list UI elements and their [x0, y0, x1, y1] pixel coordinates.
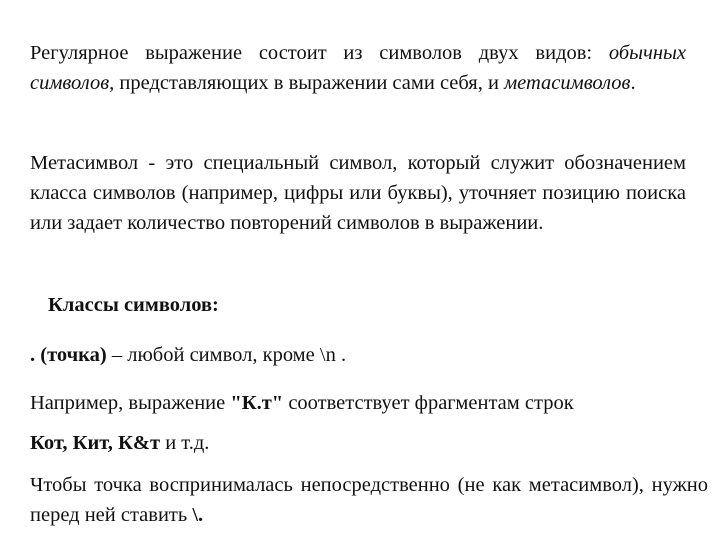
dot-description: – любой символ, кроме \n .: [106, 344, 347, 366]
matched-words: Кот, Кит, К&т: [30, 432, 161, 454]
escape-paragraph: [30, 470, 708, 530]
dot-definition: [30, 340, 346, 370]
example-prefix: Например, выражение: [30, 392, 231, 414]
intro-middle: представляющих в выражении сами себя, и: [114, 72, 505, 94]
matched-etc: и т.д.: [160, 432, 210, 454]
matched-words-line: [30, 428, 209, 458]
metasymbols-term: метасимволов: [504, 72, 631, 94]
intro-end: .: [630, 72, 636, 94]
example-pattern: "К.т": [230, 392, 284, 414]
ordinary-symbols-term: обычных символов,: [30, 42, 686, 94]
escape-sequence: \.: [192, 504, 204, 526]
intro-paragraph: [30, 38, 686, 98]
dot-term: . (точка): [30, 344, 107, 366]
escape-text: Чтобы точка воспринималась непосредственно (не как метасимвол), нужно перед ней ставить: [30, 474, 708, 526]
example-line: [30, 388, 574, 418]
metasymbol-definition-paragraph: Метасимвол - это специальный символ, который служит обозначением класса символов (например, цифры или буквы), уточняет позицию поиска или задает количество повторений символов в выражении.: [30, 152, 686, 234]
section-heading: Классы символов:: [48, 294, 219, 316]
intro-start: Регулярное выражение состоит из символов двух видов:: [30, 42, 609, 64]
example-suffix: соответствует фрагментам строк: [283, 392, 574, 414]
